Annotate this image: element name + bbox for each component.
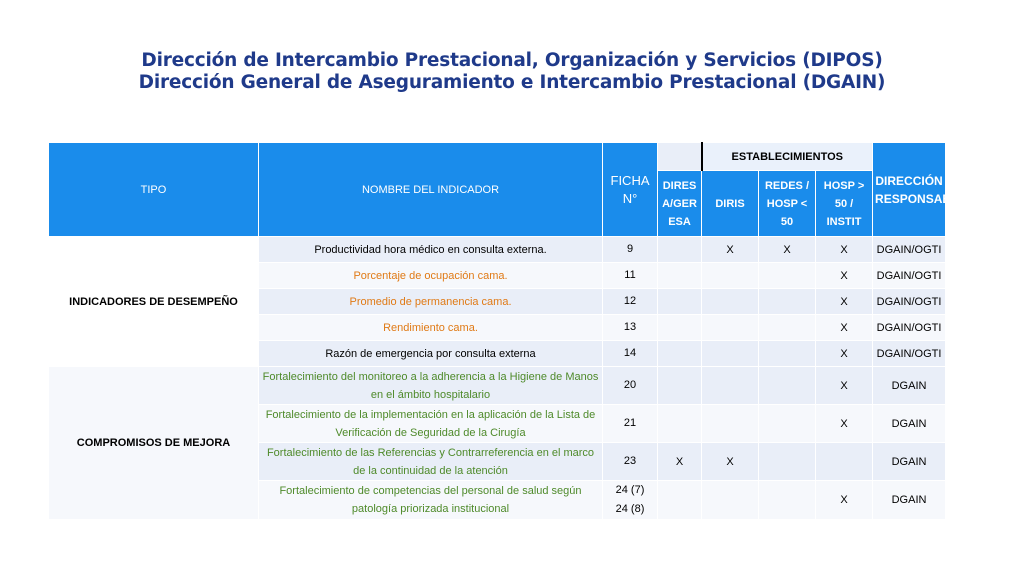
header-diris: DIRIS [702,171,759,237]
indicator-name: Rendimiento cama. [259,315,603,341]
mark-redes [759,405,816,443]
indicator-name: Porcentaje de ocupación cama. [259,263,603,289]
indicator-name: Fortalecimiento de las Referencias y Contrarreferencia en el marco de la continuidad de la atención [259,443,603,481]
mark-diris [702,481,759,520]
mark-redes [759,367,816,405]
header-ficha: FICHA N° [603,143,658,237]
indicator-name: Fortalecimiento del monitoreo a la adherencia a la Higiene de Manos en el ámbito hospitalario [259,367,603,405]
mark-diris [702,367,759,405]
mark-dires [658,367,702,405]
mark-hosp [816,443,873,481]
indicators-table [48,142,967,520]
header-establecimientos: ESTABLECIMIENTOS [702,143,873,171]
mark-hosp: X [816,315,873,341]
mark-hosp: X [816,289,873,315]
indicator-name: Productividad hora médico en consulta externa. [259,237,603,263]
responsible-direction: DGAIN [873,481,946,520]
mark-dires: X [658,443,702,481]
header-direccion: DIRECCIÓN RESPONSABLE [873,143,946,237]
page-title [0,50,1024,94]
responsible-direction: DGAIN [873,443,946,481]
ficha-number: 24 (7) 24 (8) [603,481,658,520]
group-tipo: COMPROMISOS DE MEJORA [49,367,259,520]
mark-dires [658,481,702,520]
indicator-name: Fortalecimiento de la implementación en la aplicación de la Lista de Verificación de Seguridad de la Cirugía [259,405,603,443]
mark-diris: X [702,237,759,263]
mark-redes [759,481,816,520]
mark-redes [759,315,816,341]
ficha-number: 12 [603,289,658,315]
mark-redes [759,289,816,315]
mark-dires [658,341,702,367]
header-dires: DIRES A/GER ESA [658,171,702,237]
mark-dires [658,237,702,263]
responsible-direction: DGAIN/OGTI [873,237,946,263]
mark-hosp: X [816,367,873,405]
header-hosp: HOSP > 50 / INSTIT [816,171,873,237]
mark-dires [658,405,702,443]
mark-diris: X [702,443,759,481]
mark-redes [759,341,816,367]
mark-diris [702,405,759,443]
ficha-number: 20 [603,367,658,405]
ficha-number: 11 [603,263,658,289]
mark-dires [658,315,702,341]
responsible-direction: DGAIN/OGTI [873,315,946,341]
ficha-number: 23 [603,443,658,481]
responsible-direction: DGAIN/OGTI [873,341,946,367]
title-line-1: Dirección de Intercambio Prestacional, Organización y Servicios (DIPOS) [141,50,883,71]
responsible-direction: DGAIN [873,405,946,443]
mark-diris [702,289,759,315]
mark-hosp: X [816,481,873,520]
header-spacer [658,143,702,171]
ficha-number: 9 [603,237,658,263]
responsible-direction: DGAIN/OGTI [873,289,946,315]
table-body [49,237,946,520]
ficha-number: 21 [603,405,658,443]
mark-diris [702,341,759,367]
header-nombre: NOMBRE DEL INDICADOR [259,143,603,237]
ficha-number: 13 [603,315,658,341]
table-row [49,367,946,405]
mark-hosp: X [816,263,873,289]
mark-hosp: X [816,405,873,443]
mark-redes [759,443,816,481]
mark-hosp: X [816,237,873,263]
mark-dires [658,263,702,289]
indicator-name: Promedio de permanencia cama. [259,289,603,315]
mark-redes: X [759,237,816,263]
ficha-number: 14 [603,341,658,367]
mark-diris [702,263,759,289]
mark-redes [759,263,816,289]
table-row [49,237,946,263]
header-tipo: TIPO [49,143,259,237]
group-tipo: INDICADORES DE DESEMPEÑO [49,237,259,367]
indicator-name: Razón de emergencia por consulta externa [259,341,603,367]
mark-dires [658,289,702,315]
title-line-2: Dirección General de Aseguramiento e Intercambio Prestacional (DGAIN) [138,72,886,93]
mark-diris [702,315,759,341]
responsible-direction: DGAIN/OGTI [873,263,946,289]
responsible-direction: DGAIN [873,367,946,405]
mark-hosp: X [816,341,873,367]
indicator-name: Fortalecimiento de competencias del personal de salud según patología priorizada institucional [259,481,603,520]
header-redes: REDES / HOSP < 50 [759,171,816,237]
